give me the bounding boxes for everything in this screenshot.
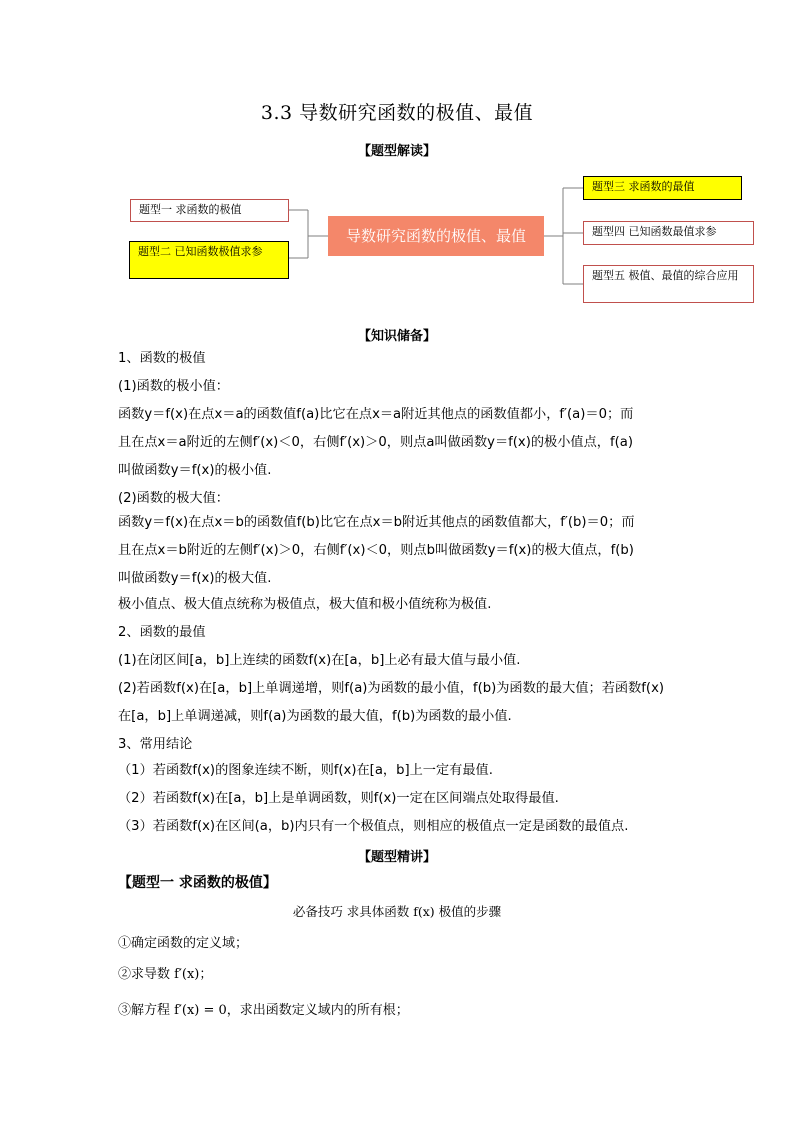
knowledge-min-line: 叫做函数y＝f(x)的极小值. [118,463,272,478]
knowledge-conclusion: （3）若函数f(x)在区间(a，b)内只有一个极值点，则相应的极值点一定是函数的最值点. [118,819,629,834]
mindmap-node-type5: 题型五 极值、最值的综合应用 [583,265,754,303]
page-title: 3.3 导数研究函数的极值、最值 [260,102,534,124]
knowledge-max-line: 函数y＝f(x)在点x＝b的函数值f(b)比它在点x＝b附近其他点的函数值都大，f′(b)＝0；而 [118,515,635,530]
knowledge-summary: 极小值点、极大值点统称为极值点，极大值和极小值统称为极值. [118,597,492,612]
knowledge-heading-best: 2、函数的最值 [118,625,206,640]
lecture-step: ③解方程 f′(x) = 0，求出函数定义域内的所有根； [118,1003,409,1018]
knowledge-best-line: (1)在闭区间[a，b]上连续的函数f(x)在[a，b]上必有最大值与最小值. [118,653,521,668]
knowledge-best-line: (2)若函数f(x)在[a，b]上单调递增，则f(a)为函数的最小值，f(b)为函数的最大值；若函数f(x) [118,681,665,696]
lecture-step: ②求导数 f′(x)； [118,967,213,982]
knowledge-conclusion: （2）若函数f(x)在[a，b]上是单调函数，则f(x)一定在区间端点处取得最值. [118,791,559,806]
knowledge-min-heading: (1)函数的极小值： [118,379,229,394]
lecture-step: ①确定函数的定义域； [118,936,249,951]
lecture-tip: 必备技巧 求具体函数 f(x) 极值的步骤 [292,904,502,919]
mindmap-node-type4: 题型四 已知函数最值求参 [583,221,754,245]
lecture-type1-heading: 【题型一 求函数的极值】 [118,875,277,891]
knowledge-min-line: 且在点x＝a附近的左侧f′(x)＜0，右侧f′(x)＞0，则点a叫做函数y＝f(x)的极小值点，f(a) [118,435,634,450]
knowledge-max-line: 且在点x＝b附近的左侧f′(x)＞0，右侧f′(x)＜0，则点b叫做函数y＝f(x)的极大值点，f(b) [118,543,634,558]
knowledge-max-heading: (2)函数的极大值： [118,491,229,506]
mindmap-center-node: 导数研究函数的极值、最值 [328,216,544,256]
mindmap-node-type1: 题型一 求函数的极值 [130,199,289,222]
section-heading-lecture: 【题型精讲】 [357,850,436,865]
knowledge-min-line: 函数y＝f(x)在点x＝a的函数值f(a)比它在点x＝a附近其他点的函数值都小，f′(a)＝0；而 [118,407,634,422]
mindmap-node-type2: 题型二 已知函数极值求参 [129,241,289,279]
section-heading-knowledge: 【知识储备】 [357,329,436,344]
knowledge-best-line: 在[a，b]上单调递减，则f(a)为函数的最大值，f(b)为函数的最小值. [118,709,512,724]
knowledge-heading-extremum: 1、函数的极值 [118,351,206,366]
knowledge-conclusion: （1）若函数f(x)的图象连续不断，则f(x)在[a，b]上一定有最值. [118,763,493,778]
section-heading-interpret: 【题型解读】 [357,144,436,159]
knowledge-heading-conclusions: 3、常用结论 [118,737,193,752]
knowledge-max-line: 叫做函数y＝f(x)的极大值. [118,571,272,586]
mindmap-node-type3: 题型三 求函数的最值 [583,176,742,200]
